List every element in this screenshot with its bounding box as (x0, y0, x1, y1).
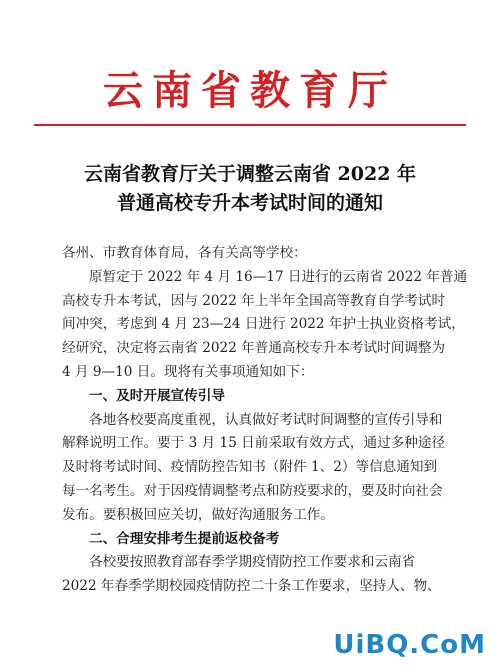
section-1-line-5: 发布。要积极回应关切，做好沟通服务工作。 (62, 506, 334, 523)
section-1-heading: 一、及时开展宣传引导 (89, 387, 225, 404)
section-2-heading: 二、合理安排考生提前返校备考 (89, 530, 280, 547)
section-2-line-1: 各校要按照教育部春季学期疫情防控工作要求和云南省 (89, 554, 416, 571)
document-title-line-1: 云南省教育厅关于调整云南省 2022 年 (83, 163, 417, 185)
salutation: 各州、市教育体育局，各有关高等学校： (62, 245, 307, 261)
paragraph-1-line-5: 4 月 9—10 日。现将有关事项通知如下： (62, 363, 314, 380)
document-title (0, 160, 500, 218)
document-body (62, 242, 468, 599)
letterhead-red-rule (34, 124, 466, 126)
letterhead-title: 云南省教育厅 (103, 68, 397, 114)
section-1-line-4: 每一名考生。对于因疫情调整考点和防疫要求的，要及时向社会 (62, 482, 443, 499)
site-watermark: UiBQ.CoM (333, 630, 486, 660)
document-title-line-2: 普通高校专升本考试时间的通知 (116, 192, 383, 214)
section-1-line-3: 及时将考试时间、疫情防控告知书（附件 1、2）等信息通知到 (62, 459, 438, 476)
paragraph-1-line-3: 间冲突，考虑到 4 月 23—24 日进行 2022 年护士执业资格考试， (62, 316, 465, 333)
paragraph-1-line-1: 原暂定于 2022 年 4 月 16—17 日进行的云南省 2022 年普通 (89, 268, 468, 285)
section-1-line-1: 各地各校要高度重视，认真做好考试时间调整的宣传引导和 (89, 411, 443, 428)
section-2-line-2: 2022 年春季学期校园疫情防控二十条工作要求，坚持人、物、 (62, 578, 441, 595)
paragraph-1-line-2: 高校专升本考试，因与 2022 年上半年全国高等教育自学考试时 (62, 292, 446, 309)
section-1-line-2: 解释说明工作。要于 3 月 15 日前采取有效方式，通过多种途径 (62, 435, 446, 452)
paragraph-1-line-4: 经研究，决定将云南省 2022 年普通高校专升本考试时间调整为 (62, 340, 446, 357)
